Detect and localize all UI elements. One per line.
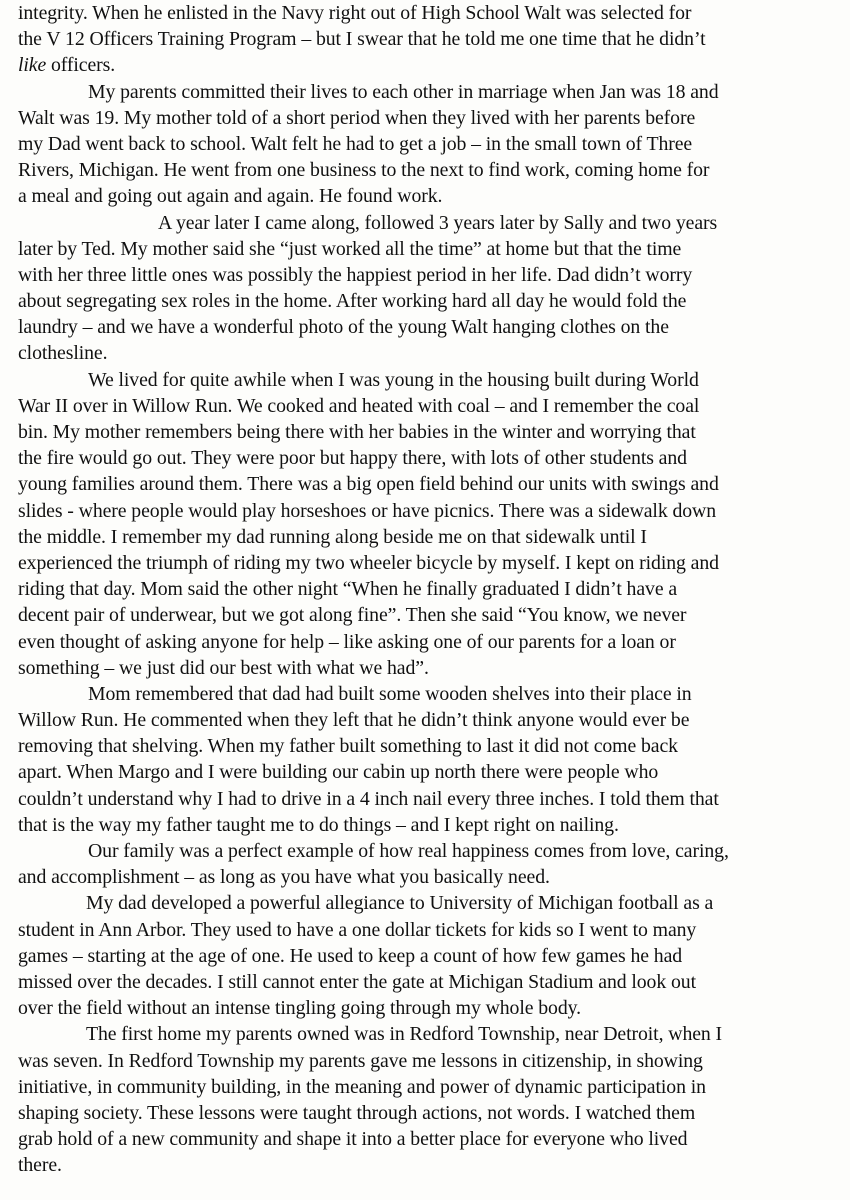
- text-line: young families around them. There was a big open field behind our units with swings and: [18, 473, 719, 496]
- text-line: shaping society. These lessons were taught through actions, not words. I watched them: [18, 1101, 696, 1124]
- text-line: Rivers, Michigan. He went from one business to the next to find work, coming home for: [18, 159, 710, 182]
- text-line: a meal and going out again and again. He found work.: [18, 185, 443, 208]
- text-line: over the field without an intense tingling going through my whole body.: [18, 997, 581, 1020]
- text-line: bin. My mother remembers being there with her babies in the winter and worrying that: [18, 421, 696, 443]
- body-text: [18, 0, 846, 1178]
- text-line: decent pair of underwear, but we got along fine”. Then she said “You know, we never: [18, 604, 687, 627]
- text-line: slides - where people would play horseshoes or have picnics. There was a sidewalk down: [18, 499, 717, 522]
- text-line: my Dad went back to school. Walt felt he had to get a job – in the small town of Three: [18, 132, 693, 155]
- text-line: later by Ted. My mother said she “just worked all the time” at home but that the time: [18, 237, 682, 260]
- text-line: initiative, in community building, in the meaning and power of dynamic participation in: [18, 1075, 706, 1098]
- paragraph-start-line: We lived for quite awhile when I was young in the housing built during World: [88, 368, 699, 391]
- text-line: Willow Run. He commented when they left that he didn’t think anyone would ever be: [18, 709, 690, 732]
- text-line: [18, 52, 846, 78]
- paragraph-start-line: Mom remembered that dad had built some wooden shelves into their place in: [88, 682, 692, 705]
- text-line: experienced the triumph of riding my two wheeler bicycle by myself. I kept on riding and: [18, 551, 719, 574]
- text-line: the fire would go out. They were poor but happy there, with lots of other students and: [18, 447, 687, 470]
- text-fragment: officers.: [46, 54, 116, 77]
- text-line: games – starting at the age of one. He used to keep a count of how few games he had: [18, 944, 683, 967]
- text-line: laundry – and we have a wonderful photo of the young Walt hanging clothes on the: [18, 316, 669, 339]
- text-line: and accomplishment – as long as you have what you basically need.: [18, 866, 550, 889]
- paragraph-start-line: Our family was a perfect example of how real happiness comes from love, caring,: [88, 840, 729, 862]
- text-line: even thought of asking anyone for help – like asking one of our parents for a loan or: [18, 630, 676, 653]
- text-line: grab hold of a new community and shape it into a better place for everyone who lived: [18, 1128, 688, 1151]
- text-line: something – we just did our best with what we had”.: [18, 656, 429, 679]
- text-line: apart. When Margo and I were building our cabin up north there were people who: [18, 761, 659, 784]
- paragraph-start-line: My parents committed their lives to each other in marriage when Jan was 18 and: [88, 80, 719, 103]
- paragraph-start-line: My dad developed a powerful allegiance to University of Michigan football as a: [86, 892, 714, 915]
- text-line: student in Ann Arbor. They used to have a one dollar tickets for kids so I went to many: [18, 918, 697, 941]
- text-line: there.: [18, 1154, 62, 1177]
- text-line: War II over in Willow Run. We cooked and heated with coal – and I remember the coal: [18, 394, 700, 417]
- text-line: clothesline.: [18, 342, 108, 365]
- paragraph-start-line: A year later I came along, followed 3 years later by Sally and two years: [158, 211, 718, 234]
- text-line: the V 12 Officers Training Program – but I swear that he told me one time that he didn’t: [18, 28, 706, 51]
- text-line: missed over the decades. I still cannot enter the gate at Michigan Stadium and look out: [18, 970, 696, 993]
- text-line: was seven. In Redford Township my parents gave me lessons in citizenship, in showing: [18, 1049, 703, 1072]
- text-line: the middle. I remember my dad running along beside me on that sidewalk until I: [18, 525, 647, 548]
- text-line: riding that day. Mom said the other night “When he finally graduated I didn’t have a: [18, 578, 678, 601]
- text-line: integrity. When he enlisted in the Navy right out of High School Walt was selected for: [18, 2, 692, 24]
- text-line: that is the way my father taught me to do things – and I kept right on nailing.: [18, 813, 619, 836]
- text-line: about segregating sex roles in the home. After working hard all day he would fold the: [18, 290, 687, 313]
- text-line: removing that shelving. When my father built something to last it did not come back: [18, 735, 678, 758]
- paragraph-start-line: The first home my parents owned was in Redford Township, near Detroit, when I: [86, 1023, 723, 1046]
- text-line: couldn’t understand why I had to drive in a 4 inch nail every three inches. I told them that: [18, 787, 719, 810]
- italic-word: like: [18, 54, 47, 77]
- text-line: Walt was 19. My mother told of a short period when they lived with her parents before: [18, 106, 696, 129]
- text-line: with her three little ones was possibly the happiest period in her life. Dad didn’t worry: [18, 263, 693, 286]
